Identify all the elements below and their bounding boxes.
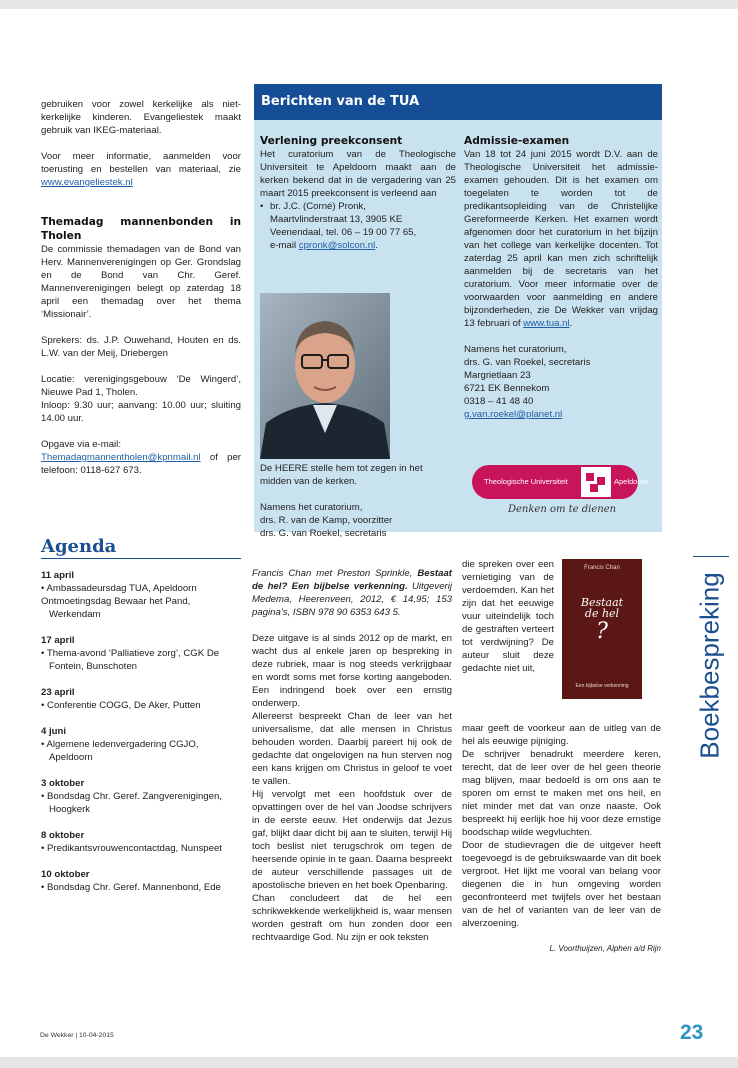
admissie-heading: Admissie-examen <box>464 135 570 147</box>
page-number: 23 <box>680 1021 704 1044</box>
speakers-paragraph: Sprekers: ds. J.P. Ouwehand, Houten en ds. L.W. van der Meij, Driebergen <box>41 335 241 359</box>
address-line: Margrietlaan 23 <box>464 370 531 381</box>
book-cover <box>562 559 642 699</box>
candidate-bullet: • br. J.C. (Corné) Pronk, Maartvlinderstraat 13, 3905 KE Veenendaal, tel. 06 – 19 00 77 65, e-mail cpronk@solcon.nl. <box>260 201 417 251</box>
tua-right-column <box>464 134 658 421</box>
signature-line: drs. G. van Roekel, secretaris <box>464 357 591 368</box>
agenda-date: 11 april <box>41 570 75 581</box>
review-column-2 <box>462 722 661 955</box>
agenda-item: • Predikantsvrouwencontactdag, Nunspeet <box>41 843 222 854</box>
tua-left-bottom <box>260 462 456 540</box>
agenda-item: • Algemene ledenvergadering CGJO, Apeldoorn <box>41 739 199 763</box>
themadag-paragraph: De commissie themadagen van de Bond van Herv. Mannenverenigingen op Ger. Grondslag en de Bond van Chr. Geref. Mannenverenigingen belegt op zaterdag 18 april een themadag over het thema ‘Missionair’. <box>41 244 241 320</box>
evangeliestek-link[interactable]: www.evangeliestek.nl <box>41 177 133 188</box>
agenda-date: 8 oktober <box>41 830 85 841</box>
tua-link[interactable]: www.tua.nl <box>523 318 570 329</box>
preekconsent-paragraph: Het curatorium van de Theologische Universiteit te Apeldoorn maakt aan de kerken bekend dat in de vergadering van 25 maart 2015 preekconsent is verleend aan <box>260 149 456 199</box>
agenda-date: 23 april <box>41 687 75 698</box>
phone-line: 0318 – 41 48 40 <box>464 396 534 407</box>
agenda-date: 10 oktober <box>41 869 90 880</box>
cover-subtitle: Een bijbelse verkenning <box>575 683 629 689</box>
candidate-email-link[interactable]: cpronk@solcon.nl <box>298 240 376 251</box>
logo-text-left: Theologische Universiteit <box>484 477 568 486</box>
agenda-item: • Ambassadeursdag TUA, Apeldoorn <box>41 583 197 594</box>
left-column <box>41 98 241 490</box>
address-line: 6721 EK Bennekom <box>464 383 550 394</box>
agenda-item: • Bondsdag Chr. Geref. Zangverenigingen, Hoogkerk <box>41 791 222 815</box>
cover-title: Bestaat de hel ? <box>580 596 624 644</box>
agenda-date: 4 juni <box>41 726 67 737</box>
review-paragraph: De schrijver benadrukt meerdere keren, terecht, dat de leer over de hel geen theorie mag blijven, maar bedoeld is om ons aan te sporen om ernst te maken met ons heil, en niet minder met dat van onze naaste. Ook bespreekt hij eerlijk hoe hij voor deze ernstige boodschap wilde wegvluchten. <box>462 749 661 838</box>
reviewer-signature: L. Voorthuijzen, Alphen a/d Rijn <box>549 944 661 953</box>
tua-slogan: Denken om te dienen <box>508 504 617 515</box>
review-column-1 <box>252 567 452 944</box>
review-paragraph: Hij vervolgt met een hoofdstuk over de opvattingen over de hel van Joodse schrijvers in de eerste eeuw. Het onderwijs dat Jezus gaf, blijkt daar dicht bij aan te sluiten, terwijl Hij toch beslist niet terugschrok om tegen de heersende opinie in te gaan. Daarna bespreekt de auteur verschillende passages uit de apostolische brieven en het boek Openbaring. <box>252 789 453 891</box>
agenda-date: 17 april <box>41 635 75 646</box>
tua-title: Berichten van de TUA <box>261 94 420 109</box>
agenda-item: • Thema-avond ‘Palliatieve zorg’, CGK De Fontein, Bunschoten <box>41 648 220 672</box>
cover-author: Francis Chan <box>584 565 620 571</box>
footer-text: De Wekker | 10-04-2015 <box>40 1032 114 1039</box>
tua-logo <box>472 465 649 499</box>
review-paragraph: die spreken over een vernietiging van de verdoemden. Kan het zijn dat het eeuwige vuur uiteindelijk toch de gestraften verteert tot verdwijning? De auteur sluit deze gedachte niet uit, <box>462 559 554 674</box>
info-paragraph: Voor meer informatie, aanmelden voor toerusting en bestellen van materiaal, zie www.evangeliestek.nl <box>41 151 241 188</box>
signature-line: drs. R. van de Kamp, voorzitter <box>260 515 393 526</box>
themadag-email-link[interactable]: Themadagmannentholen@kpnmail.nl <box>41 452 201 463</box>
themadag-heading: Themadag mannenbonden in Tholen <box>41 216 241 242</box>
agenda-section <box>41 536 241 893</box>
section-label-rule <box>693 556 729 557</box>
review-column-2-top <box>462 558 554 675</box>
agenda-title: Agenda <box>41 536 117 557</box>
review-paragraph: Allereerst bespreekt Chan de leer van het universalisme, dat alle mensen in Christus behouden worden. Daarbij pareert hij ook de gedachte dat ongelovigen na hun sterven nog een kans krijgen om Christus in geloof te voet te vallen. <box>252 711 452 787</box>
preekconsent-heading: Verlening preekconsent <box>260 135 403 147</box>
blessing-text: De HEERE stelle hem tot zegen in het midden van de kerken. <box>260 463 423 487</box>
review-paragraph: Deze uitgave is al sinds 2012 op de markt, en wacht dus al enkele jaren op bespreking in deze rubriek, maar is nog steeds verkrijgbaar en wordt soms met forse korting aangeboden. Een indringend boek over een ernstig onderwerp. <box>252 633 452 709</box>
candidate-photo <box>260 293 390 459</box>
tua-title-bar <box>254 84 662 120</box>
signature-line: Namens het curatorium, <box>464 344 567 355</box>
secretary-email-link[interactable]: g.van.roekel@planet.nl <box>464 409 563 420</box>
tua-left-column <box>260 134 456 252</box>
agenda-rule <box>41 558 241 559</box>
agenda-date: 3 oktober <box>41 778 85 789</box>
registration-paragraph: Opgave via e-mail: Themadagmannentholen@kpnmail.nl of per telefoon: 0118-627 673. <box>41 439 241 476</box>
signature-line: Namens het curatorium, <box>260 502 363 513</box>
section-label-text: Boekbespreking <box>694 572 725 759</box>
agenda-list <box>41 569 241 894</box>
page <box>0 9 738 1057</box>
agenda-item: • Conferentie COGG, De Aker, Putten <box>41 700 201 711</box>
agenda-item: Ontmoetingsdag Bewaar het Pand, Werkendam <box>41 596 191 620</box>
logo-text-right: Apeldoorn <box>614 477 649 486</box>
location-paragraph: Locatie: verenigingsgebouw ‘De Wingerd’, Nieuwe Pad 1, Tholen. Inloop: 9.30 uur; aanvang: 10.00 uur; sluiting 14.00 uur. <box>41 374 241 424</box>
signature-line: drs. G. van Roekel, secretaris <box>260 528 387 539</box>
review-paragraph: Chan concludeert dat de hel een schrikwekkende werkelijkheid is, waar mensen worden gestraft om hun zonden door een rechtvaardige God. Nu zijn er ook teksten <box>252 893 452 943</box>
intro-paragraph: gebruiken voor zowel kerkelijke als niet-kerkelijke kinderen. Evangeliestek maakt gebruik van IKEG-materiaal. <box>41 99 241 136</box>
review-intro: Francis Chan met Preston Sprinkle, Bestaat de hel? Een bijbelse verkenning. Uitgeverij Medema, Heerenveen, 2012, € 14,95; 153 pagina’s, ISBN 978 90 6353 643 5. <box>252 568 452 618</box>
admissie-paragraph: Van 18 tot 24 juni 2015 wordt D.V. aan de Theologische Universiteit het admissie-examen gehouden. Dit is het examen om toegelaten te worden tot de predikantsopleiding van de Christelijke Gereformeerde Kerken. Het examen wordt afgenomen door het curatorium in het bijzijn van het college van kerkelijke docenten. Tot zaterdag 25 april kan men zich schriftelijk aanmelden bij de secretaris van het curatorium. Voor meer informatie over de voorwaarden voor aanmelding en andere bijzonderheden, zie De Wekker van vrijdag 13 februari of www.tua.nl. <box>464 149 658 329</box>
review-paragraph: Door de studievragen die de uitgever heeft toegevoegd is de gebruikswaarde van dit boek vergroot. Het lijkt me vooral van belang voor diegenen die in hun omgeving worden geconfronteerd met twijfels over het bestaan van de hel of varianten van de leer van de alverzoening. <box>462 840 661 929</box>
section-label <box>693 572 729 766</box>
agenda-item: • Bondsdag Chr. Geref. Mannenbond, Ede <box>41 882 221 893</box>
logo-emblem <box>581 467 611 497</box>
review-paragraph: maar geeft de voorkeur aan de uitleg van de hel als eeuwige pijniging. <box>462 723 661 747</box>
